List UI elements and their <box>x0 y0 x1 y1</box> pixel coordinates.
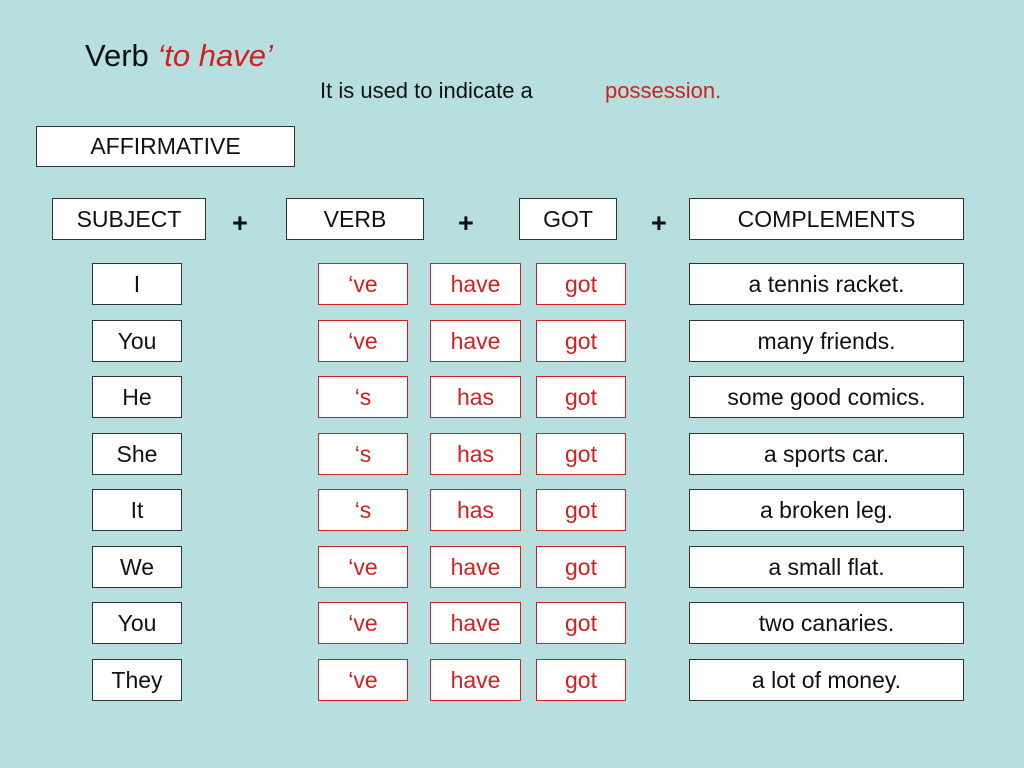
header-verb: VERB <box>286 198 424 240</box>
header-complements: COMPLEMENTS <box>689 198 964 240</box>
plus-sign-1: + <box>232 208 248 238</box>
row-complement: a tennis racket. <box>689 263 964 305</box>
row-complement: some good comics. <box>689 376 964 418</box>
row-contraction: ‘ve <box>318 546 408 588</box>
row-full-form: have <box>430 546 521 588</box>
row-got: got <box>536 376 626 418</box>
row-subject: You <box>92 602 182 644</box>
row-contraction: ‘s <box>318 433 408 475</box>
title-accent: ‘to have’ <box>157 38 273 73</box>
section-label: AFFIRMATIVE <box>36 126 295 167</box>
row-full-form: have <box>430 659 521 701</box>
page-title <box>85 38 273 74</box>
title-prefix: Verb <box>85 38 158 73</box>
row-got: got <box>536 602 626 644</box>
row-got: got <box>536 489 626 531</box>
row-contraction: ‘ve <box>318 320 408 362</box>
row-complement: a sports car. <box>689 433 964 475</box>
row-full-form: has <box>430 376 521 418</box>
row-full-form: has <box>430 433 521 475</box>
plus-sign-3: + <box>651 208 667 238</box>
row-got: got <box>536 546 626 588</box>
row-full-form: have <box>430 263 521 305</box>
row-contraction: ‘s <box>318 376 408 418</box>
row-full-form: have <box>430 602 521 644</box>
row-subject: We <box>92 546 182 588</box>
row-subject: They <box>92 659 182 701</box>
row-got: got <box>536 320 626 362</box>
header-subject: SUBJECT <box>52 198 206 240</box>
row-complement: two canaries. <box>689 602 964 644</box>
row-subject: It <box>92 489 182 531</box>
row-contraction: ‘ve <box>318 602 408 644</box>
row-subject: He <box>92 376 182 418</box>
row-got: got <box>536 659 626 701</box>
row-complement: a small flat. <box>689 546 964 588</box>
row-got: got <box>536 433 626 475</box>
row-subject: You <box>92 320 182 362</box>
row-full-form: has <box>430 489 521 531</box>
row-contraction: ‘ve <box>318 659 408 701</box>
header-got: GOT <box>519 198 617 240</box>
row-got: got <box>536 263 626 305</box>
intro-accent: possession. <box>605 78 722 103</box>
intro-line <box>320 78 722 104</box>
row-complement: many friends. <box>689 320 964 362</box>
plus-sign-2: + <box>458 208 474 238</box>
row-subject: She <box>92 433 182 475</box>
row-contraction: ‘s <box>318 489 408 531</box>
row-subject: I <box>92 263 182 305</box>
row-full-form: have <box>430 320 521 362</box>
row-complement: a broken leg. <box>689 489 964 531</box>
intro-text: It is used to indicate a <box>320 78 533 103</box>
row-contraction: ‘ve <box>318 263 408 305</box>
row-complement: a lot of money. <box>689 659 964 701</box>
